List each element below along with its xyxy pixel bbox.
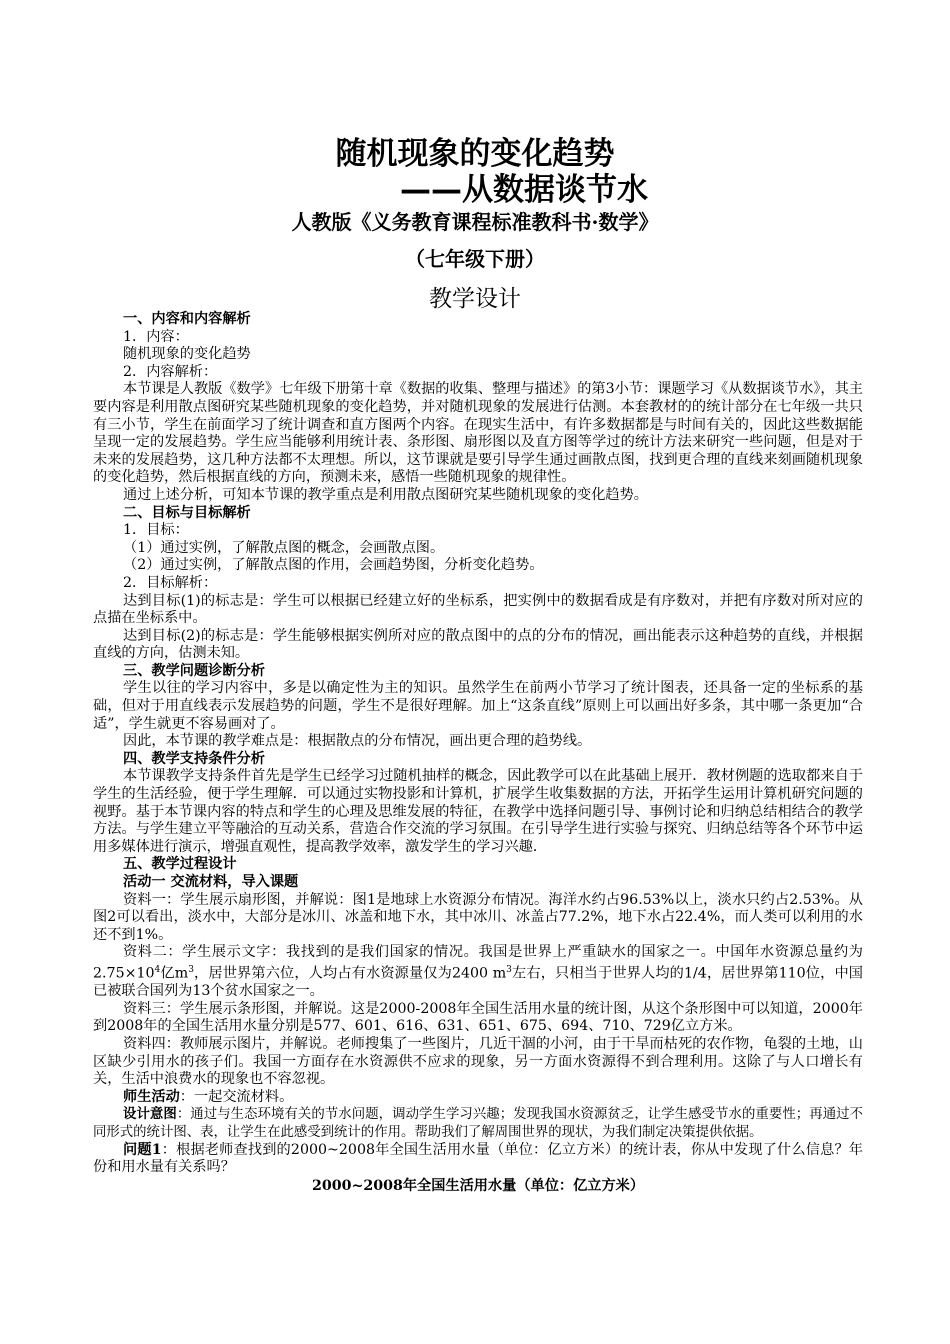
material-paragraph [93, 944, 863, 1001]
paragraph: 通过上述分析，可知本节课的教学重点是利用散点图研究某些随机现象的变化趋势。 [123, 486, 648, 503]
activity-note [93, 1089, 863, 1107]
document-body [93, 311, 863, 1195]
design-intent [93, 1106, 863, 1141]
design-intent-label: 设计意图 [123, 1106, 177, 1123]
paragraph: 本节课是人教版《数学》七年级下册第十章《数据的收集、整理与描述》的第3小节：课题学习《从数据谈节水》，其主要内容是利用散点图研究某些随机现象的变化趋势，并对随机现象的发展进行估测。本套教材的的统计部分在七年级一共只有三小节，学生在前面学习了统计调查和直方图两个内容。在现实生活中，有许多数据都是与时间有关的，因此这些数据能呈现一定的发展趋势。学生应当能够利用统计表、条形图、扇形图以及直方图等学过的统计方法来研究一些问题，但是对于未来的发展趋势，这几种方法都不太理想。所以，这节课就是要引导学生通过画散点图，找到更合理的直线来刻画随机现象的变化趋势，然后根据直线的方向，预测未来，感悟一些随机现象的规律性。 [93, 381, 863, 486]
question [93, 1142, 863, 1177]
question-label: 问题1 [123, 1141, 162, 1158]
activity-text: ：一起交流材料。 [179, 1088, 294, 1105]
paragraph: 因此，本节课的教学难点是：根据散点的分布情况，画出更合理的趋势线。 [123, 733, 592, 750]
design-intent-text: ：通过与生态环境有关的节水问题，调动学生学习兴趣；发现我国水资源贫乏，让学生感受节水的重要性；再通过不同形式的统计图、表，让学生在此感受到统计的作用。帮助我们了解周围世界的现状，为我们制定决策提供依据。 [93, 1107, 864, 1141]
content-analysis-label: 2．内容解析： [123, 363, 218, 380]
section-heading: 五、教学过程设计 [123, 856, 237, 873]
content-text: 随机现象的变化趋势 [123, 346, 251, 363]
activity-label: 师生活动 [123, 1088, 180, 1105]
material-text: 亿m [160, 965, 189, 982]
paragraph: 本节课教学支持条件首先是学生已经学习过随机抽样的概念，因此教学可以在此基础上展开．教材例题的选取都来自于学生的生活经验，便于学生理解．可以通过实物投影和计算机，扩展学生收集数据的方法，开拓学生运用计算机研究问题的视野。基于本节课内容的特点和学生的心理及思维发展的特征，在教学中选择问题引导、事例讨论和归纳总结相结合的教学方法。与学生建立平等融洽的互动关系，营造合作交流的学习氛围。在引导学生进行实验与探究、归纳总结等各个环节中运用多媒体进行演示，增强直观性，提高教学效率，激发学生的学习兴趣． [93, 768, 863, 855]
material-text: 资料二：学生展示文字：我找到的是我们国家的情况。我国是世界上严重缺水的国家之一。中国年水资源总量约为2.75×10 [93, 944, 863, 982]
paragraph: 学生以往的学习内容中，多是以确定性为主的知识。虽然学生在前两小节学习了统计图表，还具备一定的坐标系的基础，但对于用直线表示发展趋势的问题，学生不是很好理解。加上“这条直线”原则上可以画出好多条，其中哪一条更加“合适”，学生就更不容易画对了。 [93, 680, 863, 732]
superscript: 3 [188, 964, 194, 975]
superscript: 4 [154, 964, 161, 975]
goal-label: 1．目标： [123, 522, 189, 539]
section-heading: 三、教学问题诊断分析 [123, 662, 265, 679]
document-title: 随机现象的变化趋势 [335, 136, 615, 172]
grade-line: （七年级下册） [405, 247, 545, 271]
document-subtitle: ——从数据谈节水 [400, 172, 648, 208]
publisher-line: 人教版《义务教育课程标准教科书·数学》 [291, 210, 659, 234]
material-text: ，居世界第六位，人均占有水资源量仅为2400 m [193, 965, 507, 982]
section-heading: 一、内容和内容解析 [123, 311, 251, 327]
material-text: 左右，只相当于世界人均的1/4，居世界第110位，中国已被联合国列为13个贫水国家之一。 [93, 965, 863, 1000]
section-heading: 二、目标与目标解析 [123, 504, 251, 521]
table-caption: 2000~2008年全国生活用水量（单位：亿立方米） [311, 1177, 645, 1194]
activity-heading: 活动一 交流材料，导入课题 [123, 874, 299, 890]
material-paragraph: 资料一：学生展示扇形图，并解说：图1是地球上水资源分布情况。海洋水约占96.53%以上，淡水只约占2.53%。从图2可以看出，淡水中，大部分是冰川、冰盖和地下水，其中冰川、冰盖占77.2%，地下水占22.4%，而人类可以利用的水还不到1%。 [93, 891, 863, 943]
paragraph: 达到目标(2)的标志是：学生能够根据实例所对应的散点图中的点的分布的情况，画出能表示这种趋势的直线，并根据直线的方向，估测未知。 [93, 627, 863, 662]
goal-item: （1）通过实例，了解散点图的概念，会画散点图。 [123, 539, 445, 556]
goal-analysis-label: 2．目标解析： [123, 574, 218, 591]
superscript: 3 [506, 964, 512, 975]
content-label: 1．内容： [123, 328, 189, 345]
question-text: ：根据老师查找到的2000~2008年全国生活用水量（单位：亿立方米）的统计表，你从中发现了什么信息？年份和用水量有关系吗？ [93, 1141, 863, 1176]
goal-item: （2）通过实例，了解散点图的作用，会画趋势图，分析变化趋势。 [123, 557, 544, 574]
section-heading: 四、教学支持条件分析 [123, 750, 265, 767]
material-paragraph: 资料四：教师展示图片，并解说。老师搜集了一些图片，几近干涸的小河，由于干旱而枯死的农作物，龟裂的土地，山区缺少引用水的孩子们。我国一方面存在水资源供不应求的现象，另一方面水资源得不到合理利用。这除了与人口增长有关，生活中浪费水的现象也不容忽视。 [93, 1036, 863, 1088]
paragraph: 达到目标(1)的标志是：学生可以根据已经建立好的坐标系，把实例中的数据看成是有序数对，并把有序数对所对应的点描在坐标系中。 [93, 592, 863, 627]
document-type: 教学设计 [429, 286, 521, 312]
material-paragraph: 资料三：学生展示条形图，并解说。这是2000-2008年全国生活用水量的统计图，从这个条形图中可以知道，2000年到2008年的全国生活用水量分别是577、601、616、631、651、675、694、710、729亿立方米。 [93, 1000, 863, 1035]
